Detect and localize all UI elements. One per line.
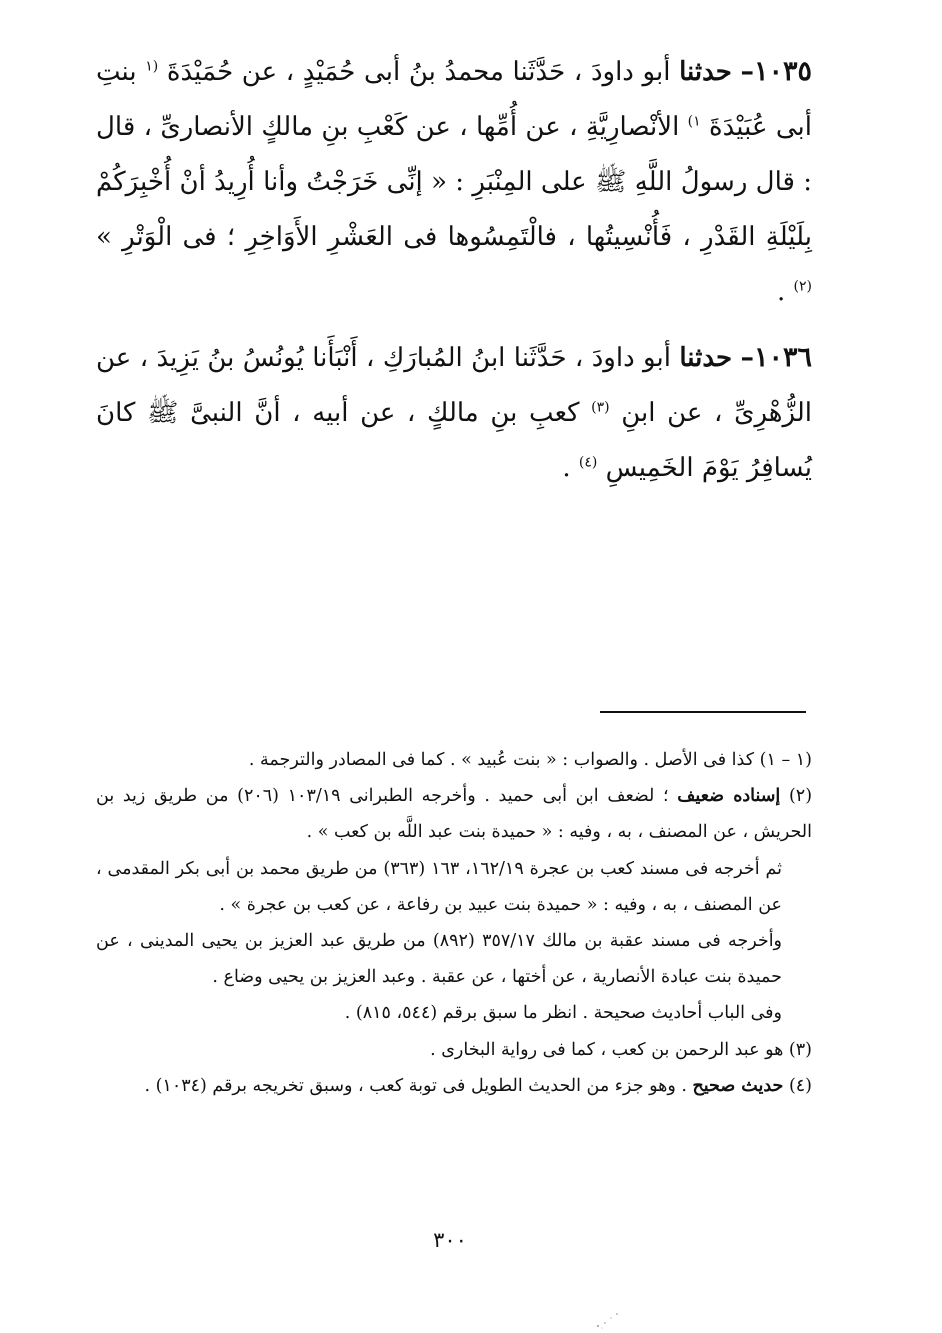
hadith-number: ١٠٣٥– bbox=[740, 56, 812, 87]
hadith-text: أبو داودَ ، حَدَّثَنا محمدُ بنُ أبى حُمَيْدٍ ، عن حُمَيْدَةَ bbox=[158, 57, 680, 87]
footnote-verdict: إسناده ضعيف bbox=[677, 786, 781, 807]
footnote-2-paragraph: وفى الباب أحاديث صحيحة . انظر ما سبق برقم (٥٤٤، ٨١٥) . bbox=[344, 1003, 782, 1024]
main-text bbox=[96, 44, 812, 506]
footnote-verdict: حديث صحيح bbox=[692, 1075, 784, 1096]
footnotes bbox=[96, 742, 812, 1104]
footnote-1: (١ – ١) كذا فى الأصل . والصواب : « بنت عُبيد » . كما فى المصادر والترجمة . bbox=[248, 750, 812, 770]
hadith-1036 bbox=[96, 330, 812, 496]
hadith-text: كعبِ بنِ مالكٍ ، عن أبيه ، أنَّ النبىَّ ﷺ كانَ يُسافِرُ يَوْمَ الخَمِيسِ bbox=[96, 398, 812, 483]
hadith-lead-word: حدثنا bbox=[679, 57, 732, 87]
footnote-text: ؛ لضعف ابن أبى حميد . وأخرجه الطبرانى ١٠٣/١٩ (٢٠٦) من طريق زيد بن الحريش ، عن المصنف ، به ، وفيه : « حميدة بنت عبد اللَّه بن كعب » . bbox=[96, 786, 812, 843]
footnote-2-paragraph: وأخرجه فى مسند عقبة بن مالك ٣٥٧/١٧ (٨٩٢) من طريق عبد العزيز بن يحيى المدينى ، عن حميدة بنت عبادة الأنصارية ، عن أختها ، عن عقبة . وعبد العزيز بن يحيى وضاع . bbox=[96, 931, 783, 988]
footnote-number: (٤) bbox=[783, 1075, 812, 1096]
footnote-4 bbox=[96, 1068, 812, 1104]
footnote-2 bbox=[96, 778, 812, 850]
footnote-marker: (١ bbox=[145, 58, 159, 75]
footnote-3: (٣) هو عبد الرحمن بن كعب ، كما فى رواية البخارى . bbox=[430, 1039, 812, 1060]
hadith-text: . bbox=[562, 453, 579, 483]
footnote-marker: ١) bbox=[687, 113, 701, 130]
footnote-separator bbox=[600, 711, 806, 713]
footnote-text: . وهو جزء من الحديث الطويل فى توبة كعب ، وسبق تخريجه برقم (١٠٣٤) . bbox=[144, 1075, 693, 1096]
page-number: ٣٠٠ bbox=[433, 1228, 467, 1252]
hadith-number: ١٠٣٦– bbox=[740, 342, 812, 373]
hadith-text: الأنْصارِيَّةِ ، عن أُمِّها ، عن كَعْبِ بنِ مالكٍ الأنصارىِّ ، قال : قال رسولُ اللَّهِ ﷺ على المِنْبَرِ : « إنِّى خَرَجْتُ وأنا أُرِيدُ أنْ أُخْبِرَكُمْ بِلَيْلَةِ القَدْرِ ، فَأُنْسِيتُها ، فالْتَمِسُوها فى العَشْرِ الأَوَاخِرِ ؛ فى الْوَتْرِ » bbox=[96, 112, 812, 252]
hadith-lead-word: حدثنا bbox=[679, 343, 733, 373]
footnote-marker: (٤) bbox=[578, 454, 598, 471]
hadith-text: أبو داودَ ، حَدَّثَنا ابنُ المُبارَكِ ، أَنْبَأَنا يُونُسُ بنُ يَزِيدَ ، عن الزُّهْرِىِّ ، عن ابنِ bbox=[96, 343, 812, 428]
hadith-text: . bbox=[777, 277, 794, 307]
hadith-text: بنتِ أبى عُبَيْدَةَ bbox=[96, 57, 812, 142]
hadith-1035 bbox=[96, 44, 812, 320]
footnote-marker: (٣) bbox=[591, 399, 610, 416]
footnote-number: (٢) bbox=[780, 786, 813, 807]
footnote-marker: (٢) bbox=[793, 278, 812, 295]
footnote-2-paragraph: ثم أخرجه فى مسند كعب بن عجرة ١٦٢/١٩، ١٦٣ (٣٦٣) من طريق محمد بن أبى بكر المقدمى ، عن المصنف ، به ، وفيه : « حميدة بنت عبيد بن رفاعة ، عن كعب بن عجرة » . bbox=[96, 858, 783, 915]
scan-specks-decoration bbox=[590, 1308, 640, 1330]
